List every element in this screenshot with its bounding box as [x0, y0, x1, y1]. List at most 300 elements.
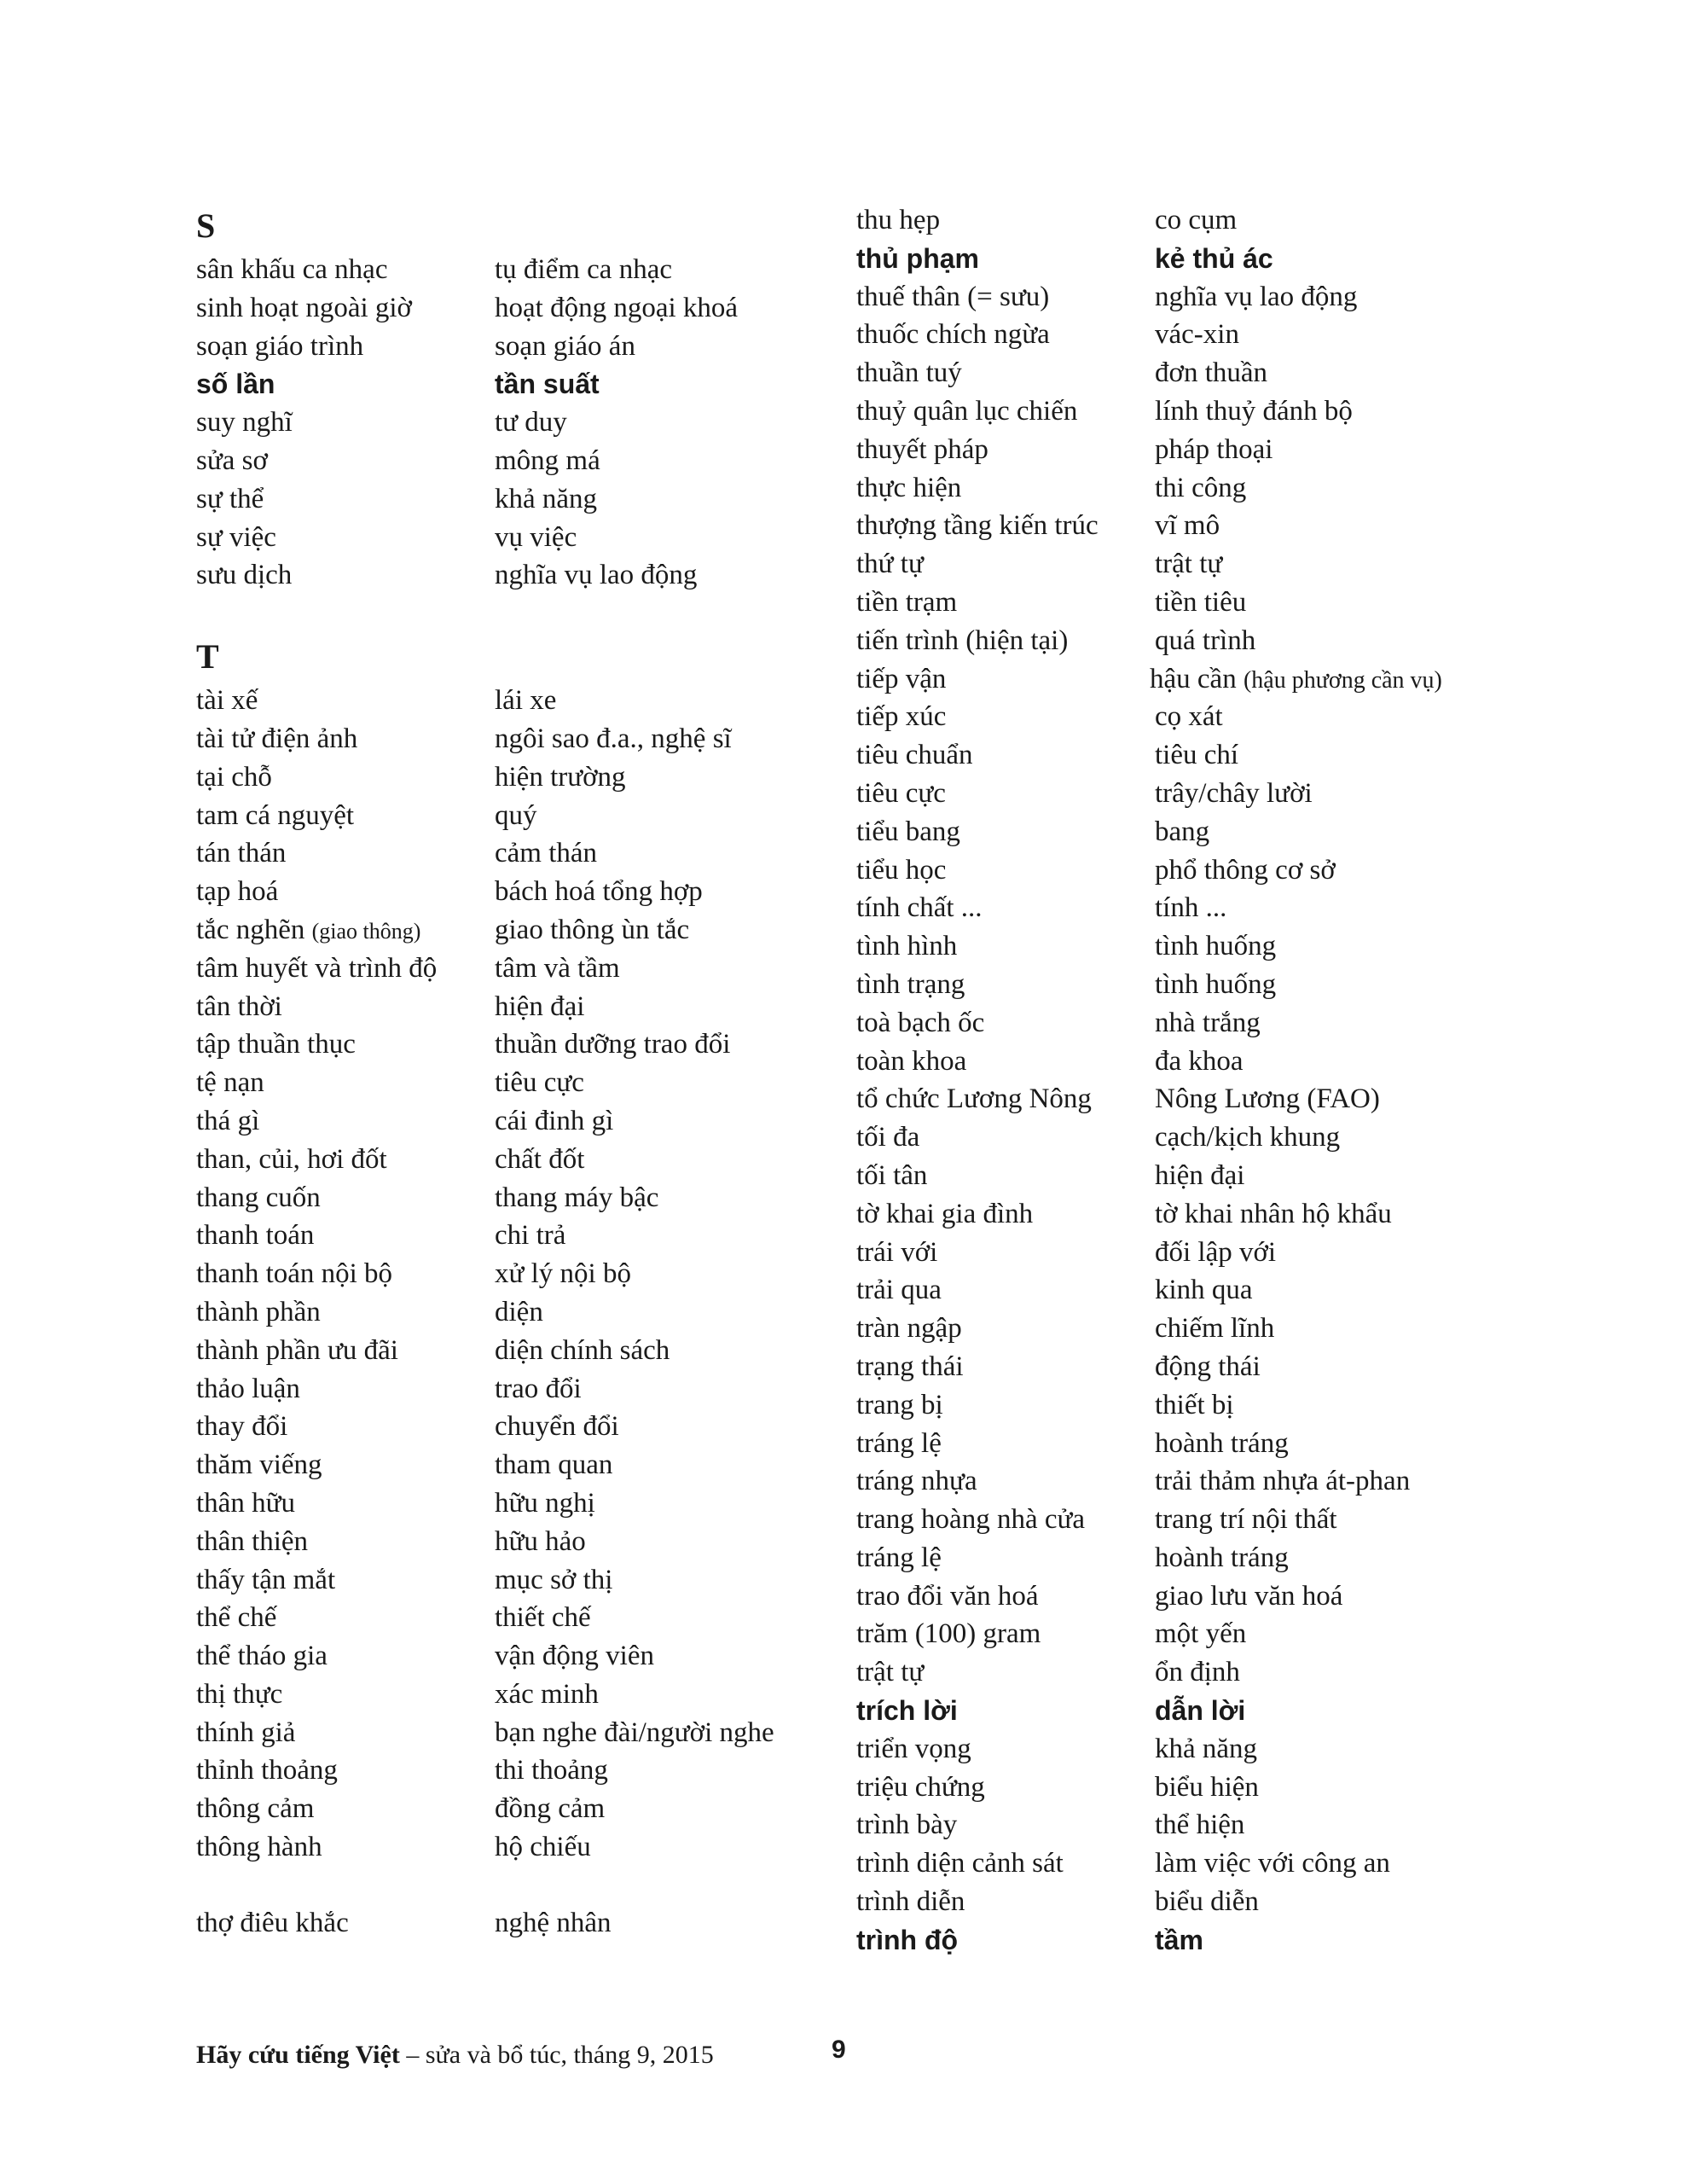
list-item: [856, 889, 1539, 927]
term-replacement-text: hiện đại: [1155, 1159, 1245, 1191]
term-replacement: [495, 519, 577, 557]
term-replacement-text: quý: [495, 799, 537, 831]
term-replacement: [1155, 1577, 1342, 1616]
term-original-text: thượng tầng kiến trúc: [856, 510, 1099, 542]
term-original-text: trình diễn: [856, 1886, 965, 1918]
list-item: [196, 834, 844, 873]
list-item: [196, 1828, 844, 1867]
term-original: [196, 480, 495, 519]
term-replacement-text: tư duy: [495, 407, 567, 439]
term-original-text: tán thán: [196, 838, 287, 869]
term-replacement: [1155, 354, 1267, 392]
term-original: [856, 1653, 1155, 1692]
term-replacement-text: kinh qua: [1155, 1275, 1253, 1306]
term-replacement: [1155, 813, 1209, 851]
term-original: [856, 1692, 1155, 1730]
list-item: [856, 851, 1539, 890]
term-original: [196, 911, 495, 950]
term-original-text: tình hình: [856, 931, 958, 962]
term-original: [856, 316, 1155, 354]
term-replacement: [1155, 1310, 1274, 1348]
term-original: [856, 1615, 1155, 1653]
term-original-text: tiền trạm: [856, 586, 958, 618]
term-original-text: số lần: [196, 369, 275, 400]
list-item: [196, 328, 844, 366]
list-item: [196, 873, 844, 911]
term-original-text: tiếp vận: [856, 663, 947, 694]
term-original-text: trình bày: [856, 1809, 958, 1841]
list-item: [196, 1599, 844, 1637]
term-replacement: [495, 1828, 591, 1867]
term-replacement-text: trải thảm nhựa át-phan: [1155, 1466, 1411, 1497]
term-replacement-text: đa khoa: [1155, 1045, 1244, 1077]
term-replacement-text: ổn định: [1155, 1657, 1240, 1688]
term-original: [856, 431, 1155, 469]
list-item: [196, 365, 844, 404]
term-replacement-text: hậu cần: [1150, 663, 1237, 694]
list-item: [856, 1730, 1539, 1769]
term-original-text: thính giả: [196, 1716, 296, 1748]
term-original: [856, 622, 1155, 660]
term-replacement-text: nghĩa vụ lao động: [1155, 281, 1358, 312]
term-replacement-text: thể hiện: [1155, 1809, 1245, 1841]
term-original-text: thể tháo gia: [196, 1641, 328, 1672]
term-original: [196, 758, 495, 797]
term-original: [196, 1064, 495, 1102]
term-original-text: thủ phạm: [856, 242, 979, 274]
term-original: [856, 1921, 1155, 1960]
term-original: [196, 950, 495, 988]
term-replacement-text: soạn giáo án: [495, 330, 635, 362]
term-replacement-text: tiêu cực: [495, 1067, 584, 1099]
list-item: [856, 584, 1539, 622]
term-original-text: tổ chức Lương Nông: [856, 1083, 1092, 1115]
term-replacement-text: đồng cảm: [495, 1793, 606, 1825]
list-item: [856, 1501, 1539, 1539]
term-replacement: [1155, 622, 1255, 660]
term-replacement: [1155, 1004, 1261, 1043]
list-item: [856, 1043, 1539, 1081]
term-original: [856, 469, 1155, 508]
term-replacement-text: thi công: [1155, 472, 1247, 503]
term-replacement-text: tụ điểm ca nhạc: [495, 254, 672, 285]
term-replacement-text: mục sở thị: [495, 1564, 613, 1595]
term-replacement-text: giao lưu văn hoá: [1155, 1580, 1343, 1612]
list-item: [196, 289, 844, 328]
term-replacement: [495, 1064, 584, 1102]
term-replacement-text: bạn nghe đài/người nghe: [495, 1716, 774, 1748]
term-original-text: thứ tự: [856, 549, 924, 580]
term-original-text: thăm viếng: [196, 1449, 322, 1481]
list-item: [196, 1141, 844, 1179]
term-original-text: trang bị: [856, 1389, 943, 1420]
term-original: [196, 1332, 495, 1370]
term-original-text: triển vọng: [856, 1733, 971, 1764]
term-original: [856, 1844, 1155, 1883]
term-replacement: [495, 1790, 605, 1828]
list-item: [856, 1462, 1539, 1501]
term-original-text: tính chất ...: [856, 892, 983, 924]
term-original-text: thông cảm: [196, 1793, 315, 1825]
term-replacement: [1155, 1730, 1257, 1769]
term-original-text: thay đổi: [196, 1411, 288, 1443]
term-replacement: [495, 1102, 613, 1141]
term-replacement: [1155, 1234, 1276, 1272]
term-original: [196, 328, 495, 366]
term-original: [856, 851, 1155, 890]
term-replacement-text: trang trí nội thất: [1155, 1504, 1337, 1536]
list-item: [196, 442, 844, 480]
term-replacement-text: giao thông ùn tắc: [495, 914, 690, 945]
section-t-list: [196, 682, 844, 1867]
list-item: [196, 1751, 844, 1790]
term-replacement: [495, 1025, 730, 1064]
list-item: [196, 950, 844, 988]
list-item: [856, 1806, 1539, 1844]
term-original-text: trật tự: [856, 1657, 925, 1688]
section-gap: [196, 1867, 844, 1904]
term-original-text: triệu chứng: [856, 1771, 985, 1803]
list-item: [856, 1195, 1539, 1234]
term-replacement-text: cái đinh gì: [495, 1105, 614, 1136]
list-item: [196, 988, 844, 1026]
term-replacement-text: khả năng: [1155, 1733, 1258, 1764]
term-replacement: [1155, 1769, 1259, 1807]
list-item: [196, 1370, 844, 1409]
list-item: [196, 1904, 844, 1943]
left-column: [196, 201, 844, 1943]
list-item: [196, 1523, 844, 1561]
term-replacement-text: Nông Lương (FAO): [1155, 1083, 1380, 1115]
term-original-text: tài tử điện ảnh: [196, 723, 358, 754]
term-replacement: [1155, 1425, 1289, 1463]
term-original-text: than, củi, hơi đốt: [196, 1143, 387, 1175]
term-original: [196, 1523, 495, 1561]
term-replacement: [495, 1751, 608, 1790]
section-gap: [196, 595, 844, 632]
term-replacement: [1155, 1539, 1289, 1577]
list-item: [196, 1025, 844, 1064]
term-original-text: thuần tuý: [856, 357, 962, 389]
term-original-text: thành phần: [196, 1296, 321, 1327]
term-replacement-text: đối lập với: [1155, 1236, 1277, 1268]
term-original: [196, 251, 495, 289]
list-item: [856, 1425, 1539, 1463]
list-item: [856, 1539, 1539, 1577]
list-item: [196, 251, 844, 289]
term-replacement-text: tần suất: [495, 369, 600, 400]
list-item: [856, 1234, 1539, 1272]
term-replacement-text: xử lý nội bộ: [495, 1258, 631, 1290]
term-original: [196, 1676, 495, 1714]
term-replacement: [495, 442, 600, 480]
term-original: [196, 873, 495, 911]
list-item: [196, 1217, 844, 1255]
term-original: [196, 404, 495, 442]
term-original-text: trải qua: [856, 1275, 942, 1306]
list-item: [856, 1004, 1539, 1043]
term-replacement: [1155, 507, 1220, 545]
term-replacement-text: trao đổi: [495, 1373, 582, 1404]
list-item: [196, 797, 844, 835]
term-original: [196, 1828, 495, 1867]
term-replacement: nghệ nhân: [495, 1907, 612, 1938]
term-replacement: [1155, 1692, 1245, 1730]
term-replacement: [495, 1141, 584, 1179]
list-item: [856, 278, 1539, 317]
term-replacement-text: hoành tráng: [1155, 1427, 1289, 1459]
term-replacement: [1155, 1043, 1244, 1081]
term-replacement-text: tiền tiêu: [1155, 586, 1247, 618]
term-original-text: tâm huyết và trình độ: [196, 952, 438, 984]
list-item: [196, 1637, 844, 1676]
term-replacement: [1155, 469, 1246, 508]
term-original-text: tạp hoá: [196, 876, 279, 908]
term-replacement: [495, 834, 597, 873]
term-replacement-text: xác minh: [495, 1678, 599, 1710]
term-original: [196, 1102, 495, 1141]
term-replacement: [1155, 736, 1238, 775]
term-replacement: [495, 720, 732, 758]
term-replacement: [1155, 584, 1246, 622]
term-replacement: [1155, 1348, 1261, 1386]
list-item: [856, 1118, 1539, 1157]
term-original-text: sân khấu ca nhạc: [196, 254, 388, 285]
term-replacement-text: đơn thuần: [1155, 357, 1268, 389]
term-original: [856, 1195, 1155, 1234]
term-replacement-text: bách hoá tổng hợp: [495, 876, 703, 908]
term-replacement-text: thiết bị: [1155, 1389, 1234, 1420]
term-replacement: [495, 911, 689, 950]
term-replacement-text: động thái: [1155, 1350, 1261, 1382]
term-replacement-text: biểu diễn: [1155, 1886, 1259, 1918]
term-replacement: [1155, 927, 1276, 966]
list-item: [196, 1561, 844, 1600]
term-original: [856, 927, 1155, 966]
term-replacement-text: thi thoảng: [495, 1755, 608, 1786]
term-replacement-text: biểu hiện: [1155, 1771, 1259, 1803]
list-item: [856, 927, 1539, 966]
term-original-text: thuỷ quân lục chiến: [856, 395, 1078, 427]
term-original-text: tráng lệ: [856, 1542, 942, 1573]
term-replacement: [495, 1637, 654, 1676]
term-original-text: tráng nhựa: [856, 1466, 977, 1497]
footer-title: Hãy cứu tiếng Việt: [196, 2041, 400, 2069]
term-replacement-text: tình huống: [1155, 931, 1277, 962]
term-original: [196, 289, 495, 328]
term-original-text: thành phần ưu đãi: [196, 1334, 398, 1366]
term-original: [856, 660, 1155, 699]
list-item: [856, 1348, 1539, 1386]
term-replacement: [1155, 1844, 1390, 1883]
term-replacement: [1155, 1195, 1392, 1234]
term-note: (giao thông): [311, 918, 421, 944]
term-original: [196, 720, 495, 758]
term-original: [856, 698, 1155, 736]
term-replacement-text: hoạt động ngoại khoá: [495, 292, 739, 323]
term-original-text: tình trạng: [856, 968, 965, 1000]
term-original-text: trái với: [856, 1236, 938, 1268]
term-replacement-text: vận động viên: [495, 1641, 654, 1672]
term-original: [856, 1348, 1155, 1386]
term-original: [856, 1883, 1155, 1921]
list-item: [856, 1080, 1539, 1118]
term-original-text: trang hoàng nhà cửa: [856, 1504, 1086, 1536]
term-original: [196, 1370, 495, 1409]
section-letter-s: S: [196, 206, 216, 245]
term-original: [856, 1157, 1155, 1195]
term-replacement-text: hữu hảo: [495, 1525, 586, 1557]
list-item: [856, 966, 1539, 1004]
term-replacement-text: pháp thoại: [1155, 433, 1273, 465]
right-column: [856, 201, 1539, 1960]
term-replacement-text: chuyển đổi: [495, 1411, 619, 1443]
list-item: [856, 1271, 1539, 1310]
term-original: [196, 1599, 495, 1637]
term-original-text: thang cuốn: [196, 1182, 321, 1213]
term-original: [856, 1234, 1155, 1272]
term-original: [196, 1217, 495, 1255]
term-replacement-text: ngôi sao đ.a., nghệ sĩ: [495, 723, 732, 754]
list-item: [856, 316, 1539, 354]
term-replacement-text: cọ xát: [1155, 701, 1223, 733]
term-original: [856, 889, 1155, 927]
term-replacement: [495, 873, 703, 911]
list-item: [856, 1769, 1539, 1807]
term-replacement-text: hữu nghị: [495, 1487, 595, 1519]
list-item: [856, 354, 1539, 392]
term-replacement: [1155, 1921, 1203, 1960]
list-item: [196, 1293, 844, 1332]
term-replacement-text: cảm thán: [495, 838, 598, 869]
term-original: [196, 834, 495, 873]
term-original: [196, 797, 495, 835]
term-replacement-text: thang máy bậc: [495, 1182, 659, 1213]
term-original: [856, 507, 1155, 545]
term-replacement: [495, 1561, 612, 1600]
list-item: [856, 1157, 1539, 1195]
term-replacement: [1155, 889, 1226, 927]
term-original-text: thá gì: [196, 1105, 260, 1136]
term-replacement-text: trật tự: [1155, 549, 1223, 580]
list-item: [856, 469, 1539, 508]
term-replacement: [1155, 1386, 1234, 1425]
list-item: [196, 1790, 844, 1828]
section-s-list: [196, 251, 844, 595]
term-original-text: tráng lệ: [856, 1427, 942, 1459]
term-replacement-text: tờ khai nhân hộ khẩu: [1155, 1198, 1392, 1229]
term-replacement: [495, 251, 672, 289]
list-item: [856, 736, 1539, 775]
term-original: [196, 1255, 495, 1293]
term-original-text: thanh toán nội bộ: [196, 1258, 393, 1290]
term-replacement: [1155, 1883, 1259, 1921]
term-replacement-text: trây/chây lười: [1155, 777, 1313, 809]
term-original: [856, 1004, 1155, 1043]
list-item: [856, 1921, 1539, 1960]
term-replacement: [495, 1523, 586, 1561]
term-original: [196, 442, 495, 480]
list-item: [196, 1676, 844, 1714]
term-replacement: [1155, 316, 1239, 354]
term-original-text: suy nghĩ: [196, 407, 293, 439]
term-original-text: tài xế: [196, 685, 258, 717]
term-replacement: [495, 1179, 658, 1217]
term-replacement-text: thuần dưỡng trao đổi: [495, 1029, 731, 1060]
term-replacement-text: hiện trường: [495, 761, 626, 793]
term-original: [196, 1179, 495, 1217]
term-original-text: tiếp xúc: [856, 701, 947, 733]
term-original: [196, 1293, 495, 1332]
term-replacement-text: diện: [495, 1296, 543, 1327]
list-item: [196, 758, 844, 797]
term-replacement-text: hiện đại: [495, 990, 585, 1022]
term-replacement-text: thiết chế: [495, 1602, 591, 1634]
term-replacement: [1155, 201, 1237, 240]
term-replacement: [1155, 1501, 1337, 1539]
term-replacement: [1155, 545, 1222, 584]
list-item: [856, 1883, 1539, 1921]
term-original-text: tờ khai gia đình: [856, 1198, 1034, 1229]
list-item: [196, 556, 844, 595]
term-replacement-text: vụ việc: [495, 521, 577, 553]
list-item: [856, 201, 1539, 240]
term-original-text: soạn giáo trình: [196, 330, 364, 362]
term-replacement: [495, 556, 697, 595]
term-original: [856, 354, 1155, 392]
term-replacement-text: diện chính sách: [495, 1334, 670, 1366]
term-original: [196, 1714, 495, 1752]
term-original-text: sự thể: [196, 483, 264, 514]
list-item: [856, 813, 1539, 851]
term-replacement: [495, 289, 738, 328]
list-item: [196, 1484, 844, 1523]
term-original-text: thị thực: [196, 1678, 283, 1710]
term-original: [856, 1462, 1155, 1501]
term-original: [856, 545, 1155, 584]
list-item: [196, 404, 844, 442]
term-original-text: tối tân: [856, 1159, 928, 1191]
term-replacement-text: bang: [1155, 816, 1210, 847]
term-original-text: trình diện cảnh sát: [856, 1848, 1064, 1879]
term-replacement: [495, 1446, 612, 1484]
term-original-text: tân thời: [196, 990, 282, 1022]
term-replacement: [495, 1332, 670, 1370]
term-original-text: tràn ngập: [856, 1313, 962, 1345]
term-original-text: thuế thân (= sưu): [856, 281, 1050, 312]
term-original-text: trình độ: [856, 1924, 959, 1955]
term-replacement-text: chi trả: [495, 1220, 566, 1252]
term-replacement: [495, 1217, 565, 1255]
term-original-text: tiêu chuẩn: [856, 740, 973, 771]
term-original-text: thân hữu: [196, 1487, 295, 1519]
term-original-text: toàn khoa: [856, 1045, 967, 1077]
term-replacement-text: tính ...: [1155, 892, 1227, 924]
term-replacement-text: phổ thông cơ sở: [1155, 854, 1336, 886]
list-item: [196, 1408, 844, 1446]
term-replacement-text: hoành tráng: [1155, 1542, 1289, 1573]
term-original: [196, 1751, 495, 1790]
term-note: (hậu phương cần vụ): [1243, 666, 1442, 694]
term-replacement-text: mông má: [495, 444, 600, 476]
term-original-text: thông hành: [196, 1832, 322, 1863]
term-original-text: toà bạch ốc: [856, 1007, 985, 1038]
list-item: [856, 1386, 1539, 1425]
term-replacement: [495, 950, 620, 988]
list-item: [856, 698, 1539, 736]
term-replacement-text: hộ chiếu: [495, 1832, 591, 1863]
term-original-text: tiến trình (hiện tại): [856, 624, 1069, 656]
